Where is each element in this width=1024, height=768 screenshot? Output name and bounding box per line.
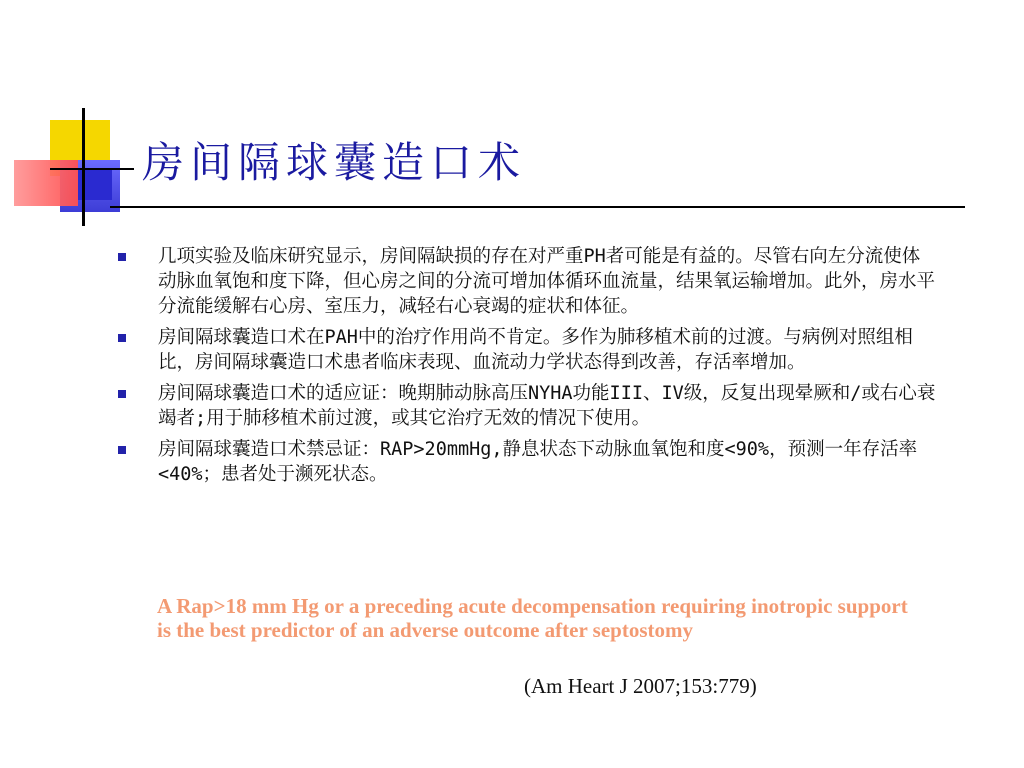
- bullet-item: [118, 325, 938, 375]
- square-bullet-icon: [118, 334, 126, 342]
- square-bullet-icon: [118, 446, 126, 454]
- decor-vertical-line: [82, 108, 85, 226]
- square-bullet-icon: [118, 253, 126, 261]
- decor-short-horizontal-line: [50, 168, 134, 170]
- citation: (Am Heart J 2007;153:779): [524, 674, 757, 698]
- title-underline: [110, 206, 965, 208]
- slide-title: 房间隔球囊造口术: [142, 138, 527, 187]
- square-bullet-icon: [118, 390, 126, 398]
- bullet-text: 房间隔球囊造口术在PAH中的治疗作用尚不肯定。多作为肺移植术前的过渡。与病例对照组相比，房间隔球囊造口术患者临床表现、血流动力学状态得到改善，存活率增加。: [158, 327, 913, 373]
- bullet-item: [118, 244, 938, 319]
- bullet-text: 房间隔球囊造口术禁忌证：RAP>20mmHg,静息状态下动脉血氧饱和度<90%，预测一年存活率<40%；患者处于濒死状态。: [158, 439, 918, 485]
- bullet-item: [118, 437, 938, 487]
- bullet-list: [118, 244, 938, 493]
- bullet-text: 几项实验及临床研究显示，房间隔缺损的存在对严重PH者可能是有益的。尽管右向左分流使体动脉血氧饱和度下降，但心房之间的分流可增加体循环血流量，结果氧运输增加。此外，房水平分流能缓解右心房、室压力，减轻右心衰竭的症状和体征。: [158, 246, 936, 317]
- bullet-text: 房间隔球囊造口术的适应证：晚期肺动脉高压NYHA功能III、IV级，反复出现晕厥和/或右心衰竭者;用于肺移植术前过渡，或其它治疗无效的情况下使用。: [158, 383, 936, 429]
- decor-red-square: [14, 160, 78, 206]
- bullet-item: [118, 381, 938, 431]
- english-quote: A Rap>18 mm Hg or a preceding acute decompensation requiring inotropic support is the best predictor of an adverse outcome after septostomy: [157, 594, 908, 642]
